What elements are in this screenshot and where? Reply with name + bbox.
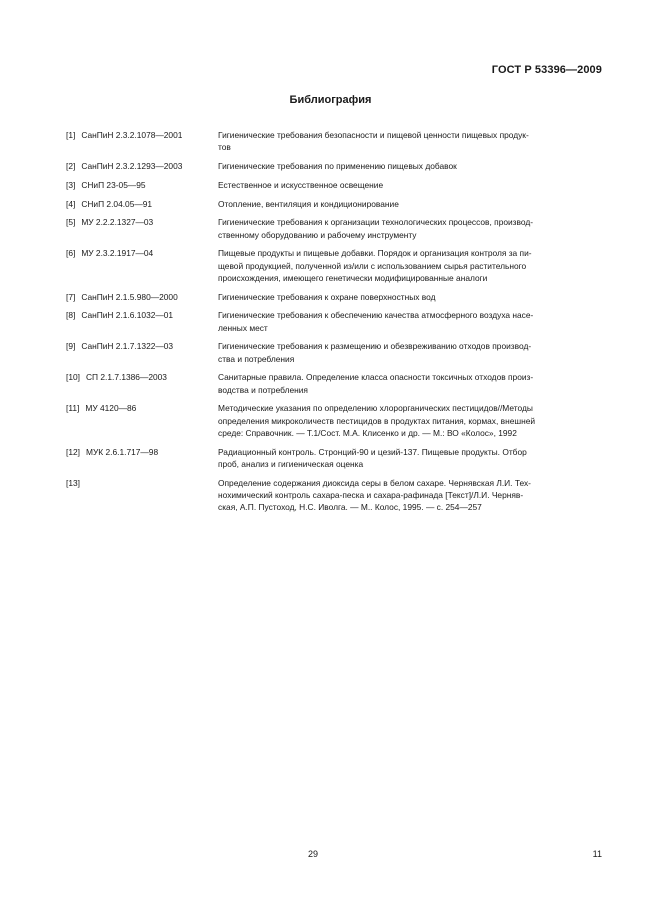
entry-description-line: щевой продукцией, полученной из/или с использованием сырья растительного	[218, 260, 527, 271]
entry-document-code: МУ 2.2.2.1327—03	[81, 217, 154, 228]
bibliography-entry	[66, 160, 602, 172]
entry-number: [7]	[66, 291, 76, 302]
entry-reference	[66, 371, 218, 395]
entry-reference	[66, 216, 218, 240]
bibliography-entry	[66, 340, 602, 364]
entry-description-line: Гигиенические требования к размещению и обезвреживанию отходов производ-	[218, 341, 532, 352]
entry-description	[218, 198, 602, 210]
entry-number: [4]	[66, 198, 76, 209]
entry-document-code: СанПиН 2.1.6.1032—01	[81, 310, 174, 321]
entry-description-line: ственному оборудованию и рабочему инструменту	[218, 229, 417, 240]
entry-description	[218, 402, 602, 439]
bibliography-entry	[66, 309, 602, 333]
entry-reference	[66, 129, 218, 153]
entry-description	[218, 160, 602, 172]
entry-description	[218, 247, 602, 284]
entry-description	[218, 340, 602, 364]
entry-reference	[66, 309, 218, 333]
entry-description-line: Пищевые продукты и пищевые добавки. Порядок и организация контроля за пи-	[218, 248, 532, 259]
entry-description-line: нохимический контроль сахара-песка и сахара-рафинада [Текст]/Л.И. Черняв-	[218, 489, 524, 500]
entry-reference	[66, 179, 218, 191]
entry-reference	[66, 340, 218, 364]
entry-reference	[66, 402, 218, 439]
entry-document-code: СНиП 23-05—95	[81, 179, 146, 190]
bibliography-entry	[66, 179, 602, 191]
standard-designation: ГОСТ Р 53396—2009	[491, 64, 602, 76]
entry-description-line: ства и потребления	[218, 353, 295, 364]
entry-document-code: СП 2.1.7.1386—2003	[85, 372, 167, 383]
entry-description-line: Отопление, вентиляция и кондиционирование	[218, 198, 399, 209]
bibliography-entry	[66, 402, 602, 439]
entry-document-code: МУ 4120—86	[85, 403, 137, 414]
entry-description	[218, 291, 602, 303]
entry-description-line: Методические указания по определению хлорорганических пестицидов//Методы	[218, 403, 533, 414]
entry-description-line: Гигиенические требования безопасности и пищевой ценности пищевых продук-	[218, 130, 529, 140]
bibliography-entry	[66, 129, 602, 153]
page-number-center: 29	[308, 849, 319, 859]
entry-number: [3]	[66, 179, 76, 190]
bibliography-entry	[66, 216, 602, 240]
entry-description-line: Гигиенические требования по применению пищевых добавок	[218, 161, 457, 171]
entry-description	[218, 309, 602, 333]
entry-reference	[66, 160, 218, 172]
bibliography-list	[66, 129, 602, 520]
entry-description-line: Гигиенические требования к организации технологических процессов, производ-	[218, 217, 534, 228]
entry-description-line: Определение содержания диоксида серы в белом сахаре. Чернявская Л.И. Тех-	[218, 477, 531, 488]
entry-description-line: Естественное и искусственное освещение	[218, 179, 384, 190]
page-number-right: 11	[592, 849, 602, 859]
entry-number: [13]	[66, 477, 80, 488]
entry-document-code: МУК 2.6.1.717—98	[85, 446, 159, 457]
entry-description	[218, 477, 602, 514]
entry-description-line: среде: Справочник. — Т.1/Сост. М.А. Клисенко и др. — М.: ВО «Колос», 1992	[218, 427, 517, 438]
entry-reference	[66, 477, 218, 514]
bibliography-entry	[66, 371, 602, 395]
entry-description-line: происхождения, имеющего генетически модифицированные аналоги	[218, 272, 488, 283]
entry-number: [11]	[66, 403, 80, 414]
entry-number: [6]	[66, 248, 76, 259]
entry-document-code: СанПиН 2.3.2.1078—2001	[81, 130, 183, 140]
entry-description-line: Гигиенические требования к обеспечению качества атмосферного воздуха насе-	[218, 310, 534, 321]
entry-document-code: СанПиН 2.3.2.1293—2003	[81, 161, 183, 171]
entry-number: [2]	[66, 161, 76, 171]
entry-document-code: МУ 2.3.2.1917—04	[81, 248, 154, 259]
entry-number: [12]	[66, 446, 80, 457]
bibliography-entry	[66, 446, 602, 470]
entry-description	[218, 371, 602, 395]
entry-reference	[66, 446, 218, 470]
entry-number: [8]	[66, 310, 76, 321]
bibliography-entry	[66, 291, 602, 303]
entry-document-code: СНиП 2.04.05—91	[81, 198, 153, 209]
entry-description-line: Радиационный контроль. Стронций-90 и цезий-137. Пищевые продукты. Отбор	[218, 446, 527, 457]
entry-number: [1]	[66, 130, 76, 140]
entry-reference	[66, 291, 218, 303]
entry-description	[218, 179, 602, 191]
entry-document-code: СанПиН 2.1.7.1322—03	[81, 341, 174, 352]
page-title: Библиография	[289, 94, 372, 106]
entry-number: [9]	[66, 341, 76, 352]
entry-description-line: проб, анализ и гигиеническая оценка	[218, 458, 364, 469]
entry-reference	[66, 198, 218, 210]
entry-description-line: определения микроколичеств пестицидов в продуктах питания, кормах, внешней	[218, 415, 536, 426]
entry-document-code: СанПиН 2.1.5.980—2000	[81, 291, 178, 302]
entry-reference	[66, 247, 218, 284]
bibliography-entry	[66, 198, 602, 210]
entry-description-line: Санитарные правила. Определение класса опасности токсичных отходов произ-	[218, 372, 534, 383]
entry-description-line: водства и потребления	[218, 384, 308, 395]
entry-description	[218, 129, 602, 153]
entry-description	[218, 216, 602, 240]
bibliography-entry	[66, 247, 602, 284]
entry-description-line: тов	[218, 142, 231, 153]
entry-description-line: ленных мест	[218, 322, 268, 333]
entry-number: [5]	[66, 217, 76, 228]
entry-description	[218, 446, 602, 470]
entry-number: [10]	[66, 372, 80, 383]
entry-description-line: ская, А.П. Пустоход, Н.С. Иволга. — М.. Колос, 1995. — с. 254—257	[218, 502, 482, 512]
bibliography-entry	[66, 477, 602, 514]
entry-description-line: Гигиенические требования к охране поверхностных вод	[218, 291, 436, 302]
